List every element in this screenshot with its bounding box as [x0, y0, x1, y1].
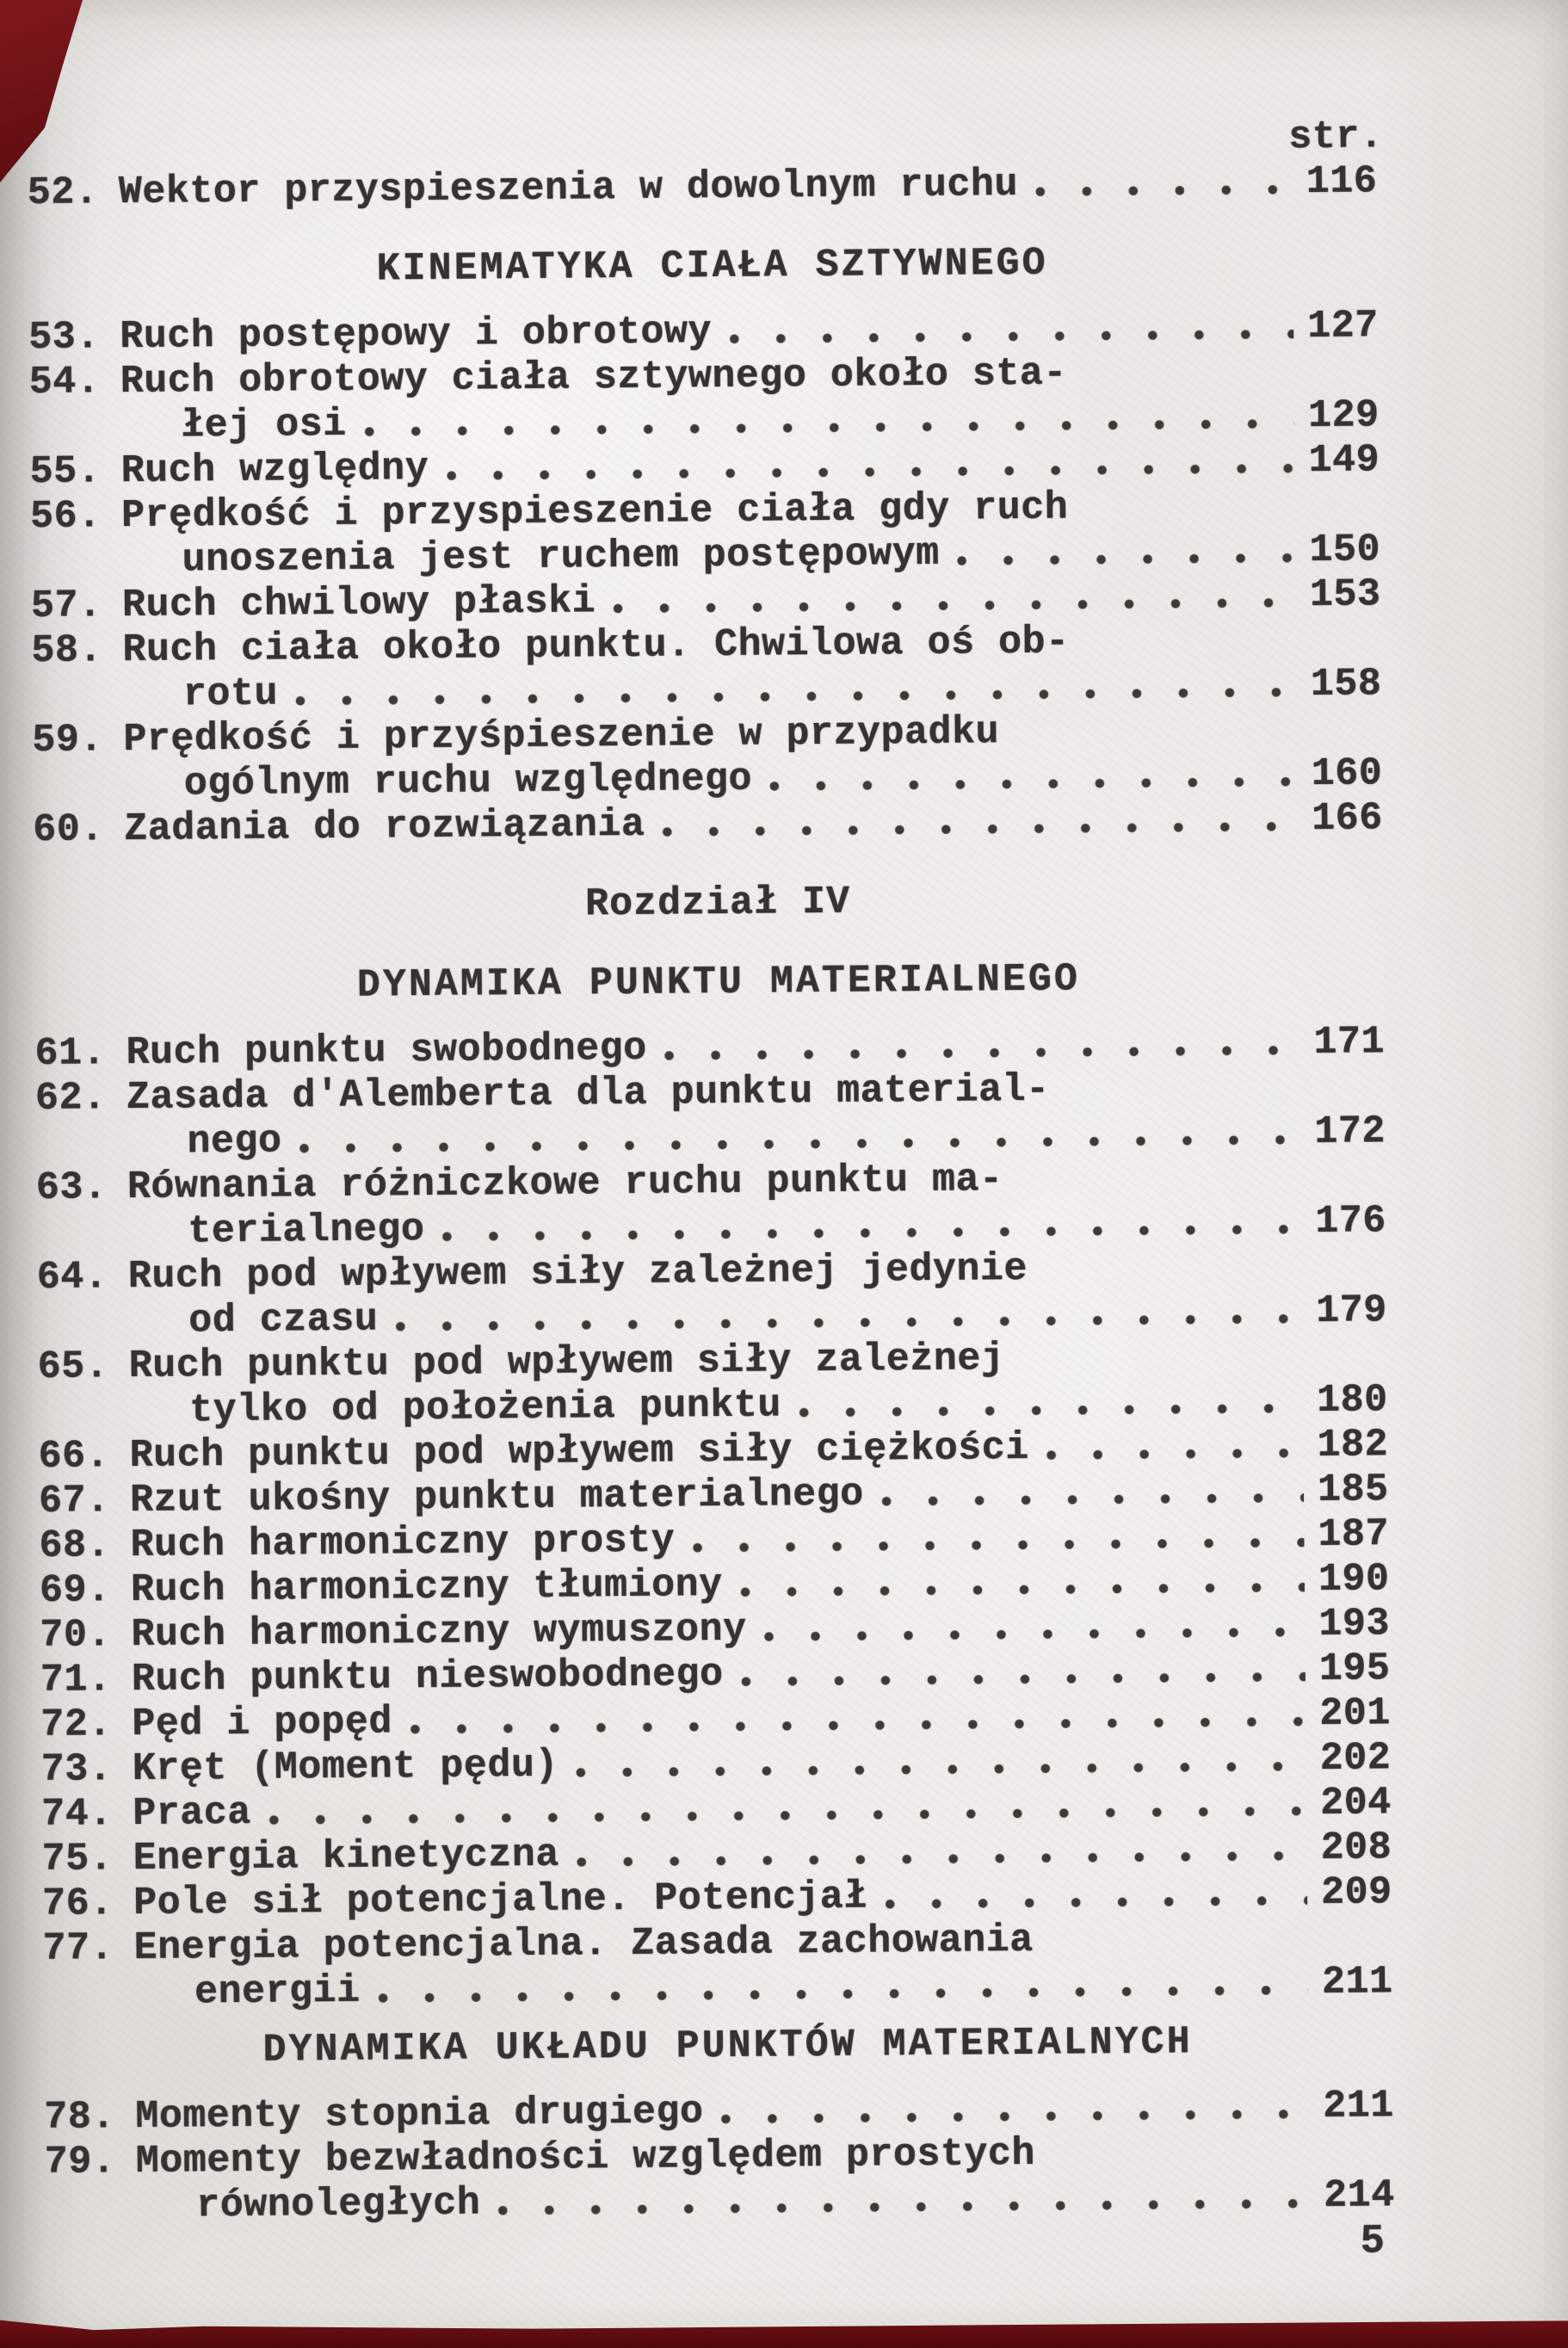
- entry-title: Ruch punktu pod wpływem siły ciężkości: [129, 1425, 1029, 1479]
- entry-number: [32, 705, 123, 706]
- entry-number: 58.: [31, 628, 103, 673]
- page-number: 5: [1360, 2219, 1386, 2265]
- dot-leader: [738, 1579, 1306, 1600]
- dot-leader: [611, 595, 1296, 616]
- cover-edge-bottom: [0, 2317, 1568, 2348]
- entry-number: 53.: [28, 315, 101, 360]
- dot-leader: [393, 1311, 1302, 1334]
- dot-leader: [955, 550, 1296, 568]
- entry-number: 70.: [40, 1613, 112, 1658]
- entry-title: Prędkość i przyśpieszenie w przypadku: [123, 710, 1000, 763]
- entry-number: 69.: [39, 1568, 111, 1613]
- entry-title: tylko od położenia punktu: [188, 1383, 781, 1433]
- entry-number: [45, 2216, 136, 2217]
- dot-leader: [408, 1714, 1306, 1737]
- entry-number: 60.: [33, 807, 104, 852]
- dot-leader: [297, 1132, 1300, 1156]
- entry-page-number: 158: [1310, 662, 1382, 707]
- entry-page-number: 214: [1323, 2173, 1395, 2218]
- entry-title: Praca: [133, 1790, 251, 1836]
- entry-number: 55.: [29, 449, 102, 494]
- entry-title: Pole sił potencjalne. Potencjał: [133, 1875, 867, 1925]
- entry-number: 72.: [40, 1702, 113, 1747]
- dot-leader: [797, 1400, 1304, 1420]
- entry-title: energii: [194, 1968, 361, 2015]
- dot-leader: [440, 1221, 1301, 1245]
- entry-title: Kręt (Moment pędu): [132, 1743, 559, 1791]
- entry-title: Ruch ciała około punktu. Chwilowa oś ob-: [122, 620, 1070, 673]
- entry-title: Pęd i popęd: [132, 1700, 393, 1746]
- entry-title: Zasada d'Alemberta dla punktu material-: [126, 1067, 1050, 1121]
- entry-page-number: 149: [1308, 438, 1380, 484]
- entry-page-number: 204: [1319, 1781, 1392, 1826]
- entry-title: Ruch punktu swobodnego: [126, 1026, 647, 1076]
- dot-leader: [575, 1848, 1307, 1869]
- section-heading: KINEMATYKA CIAŁA SZTYWNEGO: [376, 241, 1048, 292]
- entry-page-number: 208: [1320, 1826, 1392, 1870]
- table-of-contents: [27, 114, 1414, 2277]
- entry-number: 59.: [32, 718, 104, 763]
- entry-title: Ruch względny: [120, 446, 429, 494]
- entry-title: Momenty bezwładności względem prostych: [135, 2131, 1036, 2184]
- entry-page-number: 176: [1315, 1199, 1387, 1244]
- entry-number: 79.: [44, 2140, 116, 2184]
- entry-title: nego: [187, 1119, 282, 1165]
- entry-number: [36, 1242, 127, 1243]
- entry-number: 64.: [36, 1255, 108, 1300]
- dot-leader: [727, 326, 1294, 347]
- entry-page-number: 166: [1311, 796, 1383, 841]
- entry-number: 54.: [28, 360, 101, 405]
- entry-title: Ruch chwilowy płaski: [121, 579, 596, 628]
- dot-leader: [762, 1624, 1306, 1645]
- page-footer: [45, 2220, 1413, 2277]
- entry-title: Rzut ukośny punktu materialnego: [129, 1472, 864, 1523]
- entry-title: Ruch pod wpływem siły zależnej jedynie: [127, 1246, 1028, 1300]
- entry-page-number: 150: [1309, 528, 1381, 572]
- entry-title: równoległych: [195, 2181, 481, 2228]
- entry-title: Równania różniczkowe ruchu punktu ma-: [127, 1158, 1003, 1210]
- entry-page-number: 190: [1318, 1557, 1390, 1602]
- entry-page-number: 211: [1321, 1960, 1393, 2005]
- entry-title: Ruch harmoniczny wymuszony: [131, 1607, 747, 1657]
- section-heading: DYNAMIKA PUNKTU MATERIALNEGO: [356, 957, 1081, 1008]
- dot-leader: [444, 460, 1295, 484]
- entry-number: 73.: [40, 1747, 113, 1792]
- entry-page-number: 153: [1309, 572, 1381, 617]
- dot-leader: [376, 1982, 1309, 2005]
- entry-title: Ruch punktu pod wpływem siły zależnej: [128, 1337, 1005, 1389]
- dot-leader: [768, 774, 1298, 794]
- entry-title: łej osi: [180, 402, 347, 448]
- entry-page-number: 116: [1306, 159, 1378, 205]
- entry-title: od czasu: [188, 1297, 379, 1344]
- entry-number: [31, 571, 122, 572]
- dot-leader: [496, 2196, 1310, 2218]
- entry-title: Ruch postępowy i obrotowy: [120, 310, 713, 360]
- entry-page-number: 193: [1318, 1602, 1391, 1647]
- dot-leader: [663, 1042, 1300, 1063]
- entry-number: 76.: [41, 1881, 114, 1926]
- entry-title: Energia potencjalna. Zasada zachowania: [133, 1918, 1034, 1970]
- entry-page-number: 127: [1306, 304, 1379, 349]
- dot-leader: [293, 684, 1297, 708]
- entry-title: terialnego: [188, 1208, 425, 1254]
- entry-page-number: 171: [1313, 1020, 1386, 1065]
- dot-leader: [690, 1535, 1305, 1555]
- entry-number: 62.: [34, 1076, 107, 1121]
- entry-number: 56.: [29, 494, 102, 539]
- dot-leader: [883, 1893, 1307, 1912]
- dot-leader: [267, 1803, 1307, 1828]
- entry-number: 66.: [38, 1434, 110, 1479]
- entry-title: unoszenia jest ruchem postępowym: [182, 531, 940, 583]
- entry-number: 67.: [38, 1479, 110, 1523]
- entry-number: 74.: [41, 1792, 113, 1837]
- dot-leader: [660, 819, 1298, 839]
- entry-title: Wektor przyspieszenia w dowolnym ruchu: [118, 162, 1019, 215]
- entry-number: [38, 1421, 129, 1422]
- entry-number: 57.: [30, 584, 102, 628]
- section-heading: DYNAMIKA UKŁADU PUNKTÓW MATERIALNYCH: [262, 2020, 1193, 2073]
- entry-number: 52.: [27, 170, 99, 215]
- entry-title: Zadania do rozwiązania: [124, 802, 645, 852]
- entry-number: 61.: [34, 1031, 107, 1076]
- entry-number: 75.: [41, 1837, 114, 1881]
- entry-number: [43, 2003, 134, 2004]
- entry-page-number: 195: [1318, 1647, 1391, 1691]
- dot-leader: [362, 416, 1295, 439]
- entry-title: Prędkość i przyspieszenie ciała gdy ruch: [120, 485, 1069, 539]
- dot-leader: [1034, 182, 1293, 200]
- entry-page-number: 172: [1314, 1109, 1386, 1154]
- entry-title: Ruch punktu nieswobodnego: [131, 1652, 724, 1702]
- entry-page-number: 211: [1323, 2084, 1394, 2129]
- entry-number: 78.: [44, 2095, 116, 2140]
- entry-page-number: 187: [1318, 1512, 1390, 1557]
- entry-title: Ruch harmoniczny tłumiony: [130, 1562, 723, 1612]
- entry-title: Ruch harmoniczny prosty: [130, 1518, 676, 1567]
- dot-leader: [719, 2106, 1309, 2127]
- entry-page-number: 129: [1307, 393, 1380, 439]
- entry-page-number: 179: [1315, 1288, 1387, 1333]
- entry-title: rotu: [182, 671, 279, 717]
- entry-page-number: 185: [1317, 1468, 1389, 1512]
- entry-title: Energia kinetyczna: [133, 1832, 559, 1881]
- entry-title: Momenty stopnia drugiego: [135, 2090, 704, 2139]
- dot-leader: [1045, 1445, 1304, 1463]
- dot-leader: [880, 1490, 1304, 1509]
- entry-number: 77.: [42, 1926, 114, 1971]
- entry-number: 65.: [37, 1344, 109, 1389]
- toc-blocks: [28, 159, 1414, 2230]
- entry-title: ogólnym ruchu względnego: [183, 757, 753, 806]
- dot-leader: [738, 1669, 1306, 1690]
- entry-page-number: 202: [1319, 1736, 1392, 1781]
- entry-number: 68.: [39, 1523, 111, 1568]
- entry-page-number: 201: [1319, 1691, 1392, 1736]
- entry-number: [33, 794, 124, 795]
- entry-page-number: 182: [1317, 1423, 1389, 1468]
- entry-number: 71.: [40, 1658, 112, 1702]
- entry-page-number: 209: [1320, 1870, 1392, 1915]
- entry-page-number: 160: [1311, 751, 1383, 796]
- entry-number: 63.: [35, 1165, 108, 1210]
- page-column-header: str.: [1288, 114, 1384, 160]
- dot-leader: [574, 1758, 1306, 1780]
- entry-number: [29, 436, 120, 437]
- entry-title: Ruch obrotowy ciała sztywnego około sta-: [120, 351, 1068, 405]
- section-heading: Rozdział IV: [584, 880, 851, 927]
- entry-number: [36, 1152, 127, 1153]
- entry-page-number: 180: [1316, 1378, 1388, 1423]
